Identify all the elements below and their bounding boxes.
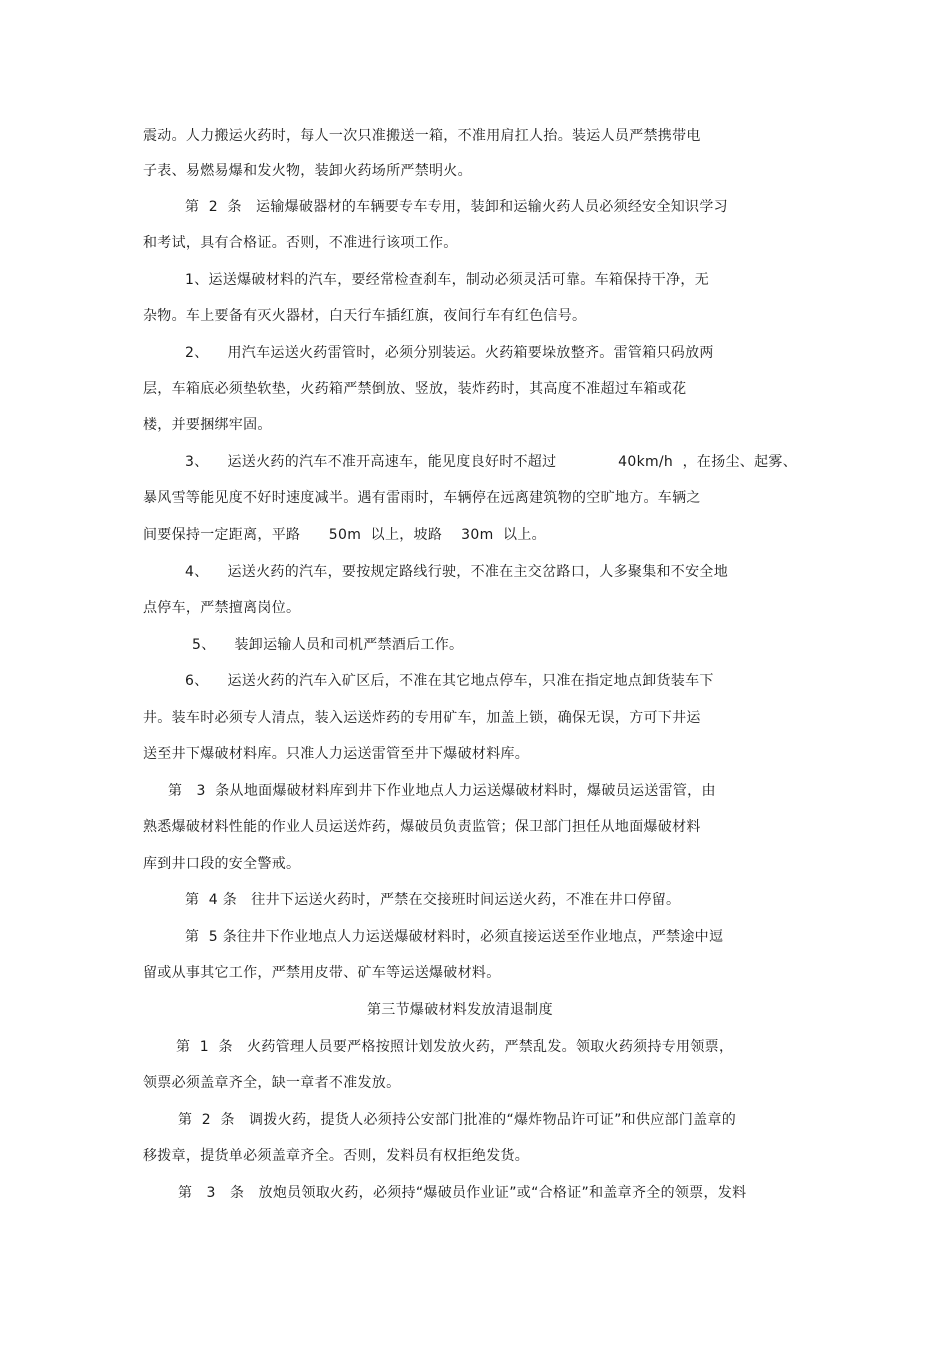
text-line: 楼，并要捆绑牢固。 [143,417,272,433]
text-line: 库到井口段的安全警戒。 [143,856,301,872]
text-line: 间要保持一定距离，平路 50m 以上，坡路 30m 以上。 [143,527,546,543]
text-line: 熟悉爆破材料性能的作业人员运送炸药，爆破员负责监管；保卫部门担任从地面爆破材料 [143,819,701,835]
text-line: 杂物。车上要备有灭火器材，白天行车插红旗，夜间行车有红色信号。 [143,308,587,324]
text-line: 第 2 条 调拨火药，提货人必须持公安部门批准的“爆炸物品许可证”和供应部门盖章的 [178,1112,737,1128]
text-line: 6、 运送火药的汽车入矿区后，不准在其它地点停车，只准在指定地点卸货装车下 [185,673,714,689]
text-line: 井。装车时必须专人清点，装入运送炸药的专用矿车，加盖上锁，确保无误，方可下井运 [143,710,701,726]
text-line: 点停车，严禁擅离岗位。 [143,600,301,616]
text-line: 1、运送爆破材料的汽车，要经常检查刹车，制动必须灵活可靠。车箱保持干净，无 [185,272,710,288]
text-line: 移拨章，提货单必须盖章齐全。否则，发料员有权拒绝发货。 [143,1148,530,1164]
text-line: 留或从事其它工作，严禁用皮带、矿车等运送爆破材料。 [143,965,501,981]
text-line: 子表、易燃易爆和发火物，装卸火药场所严禁明火。 [143,163,472,179]
text-line: 层，车箱底必须垫软垫，火药箱严禁倒放、竖放，装炸药时，其高度不准超过车箱或花 [143,381,687,397]
text-line: 第 3 条 放炮员领取火药，必须持“爆破员作业证”或“合格证”和盖章齐全的领票，发料 [178,1185,747,1201]
text-line: 5、 装卸运输人员和司机严禁酒后工作。 [192,637,464,653]
text-line: 4、 运送火药的汽车，要按规定路线行驶，不准在主交岔路口，人多聚集和不安全地 [185,564,729,580]
text-line: 暴风雪等能见度不好时速度减半。遇有雷雨时，车辆停在远离建筑物的空旷地方。车辆之 [143,490,701,506]
text-line: 第 3 条从地面爆破材料库到井下作业地点人力运送爆破材料时，爆破员运送雷管，由 [168,783,716,799]
text-line: 第 5 条往井下作业地点人力运送爆破材料时，必须直接运送至作业地点，严禁途中逗 [185,929,724,945]
text-line: 第 4 条 往井下运送火药时，严禁在交接班时间运送火药，不准在井口停留。 [185,892,681,908]
text-line: 和考试，具有合格证。否则，不准进行该项工作。 [143,235,458,251]
text-line: 领票必须盖章齐全，缺一章者不准发放。 [143,1075,401,1091]
text-line: 2、 用汽车运送火药雷管时，必须分别装运。火药箱要垛放整齐。雷管箱只码放两 [185,345,714,361]
text-line: 3、 运送火药的汽车不准开高速车，能见度良好时不超过 40km/h ，在扬尘、起雾、 [185,454,798,470]
text-line: 第 1 条 火药管理人员要严格按照计划发放火药，严禁乱发。领取火药须持专用领票， [176,1039,734,1055]
text-line: 震动。人力搬运火药时，每人一次只准搬送一箱，不准用肩扛人抬。装运人员严禁携带电 [143,128,701,144]
text-line: 送至井下爆破材料库。只准人力运送雷管至井下爆破材料库。 [143,746,530,762]
text-line: 第 2 条 运输爆破器材的车辆要专车专用，装卸和运输火药人员必须经安全知识学习 [185,199,728,215]
section-heading: 第三节爆破材料发放清退制度 [367,1002,553,1018]
